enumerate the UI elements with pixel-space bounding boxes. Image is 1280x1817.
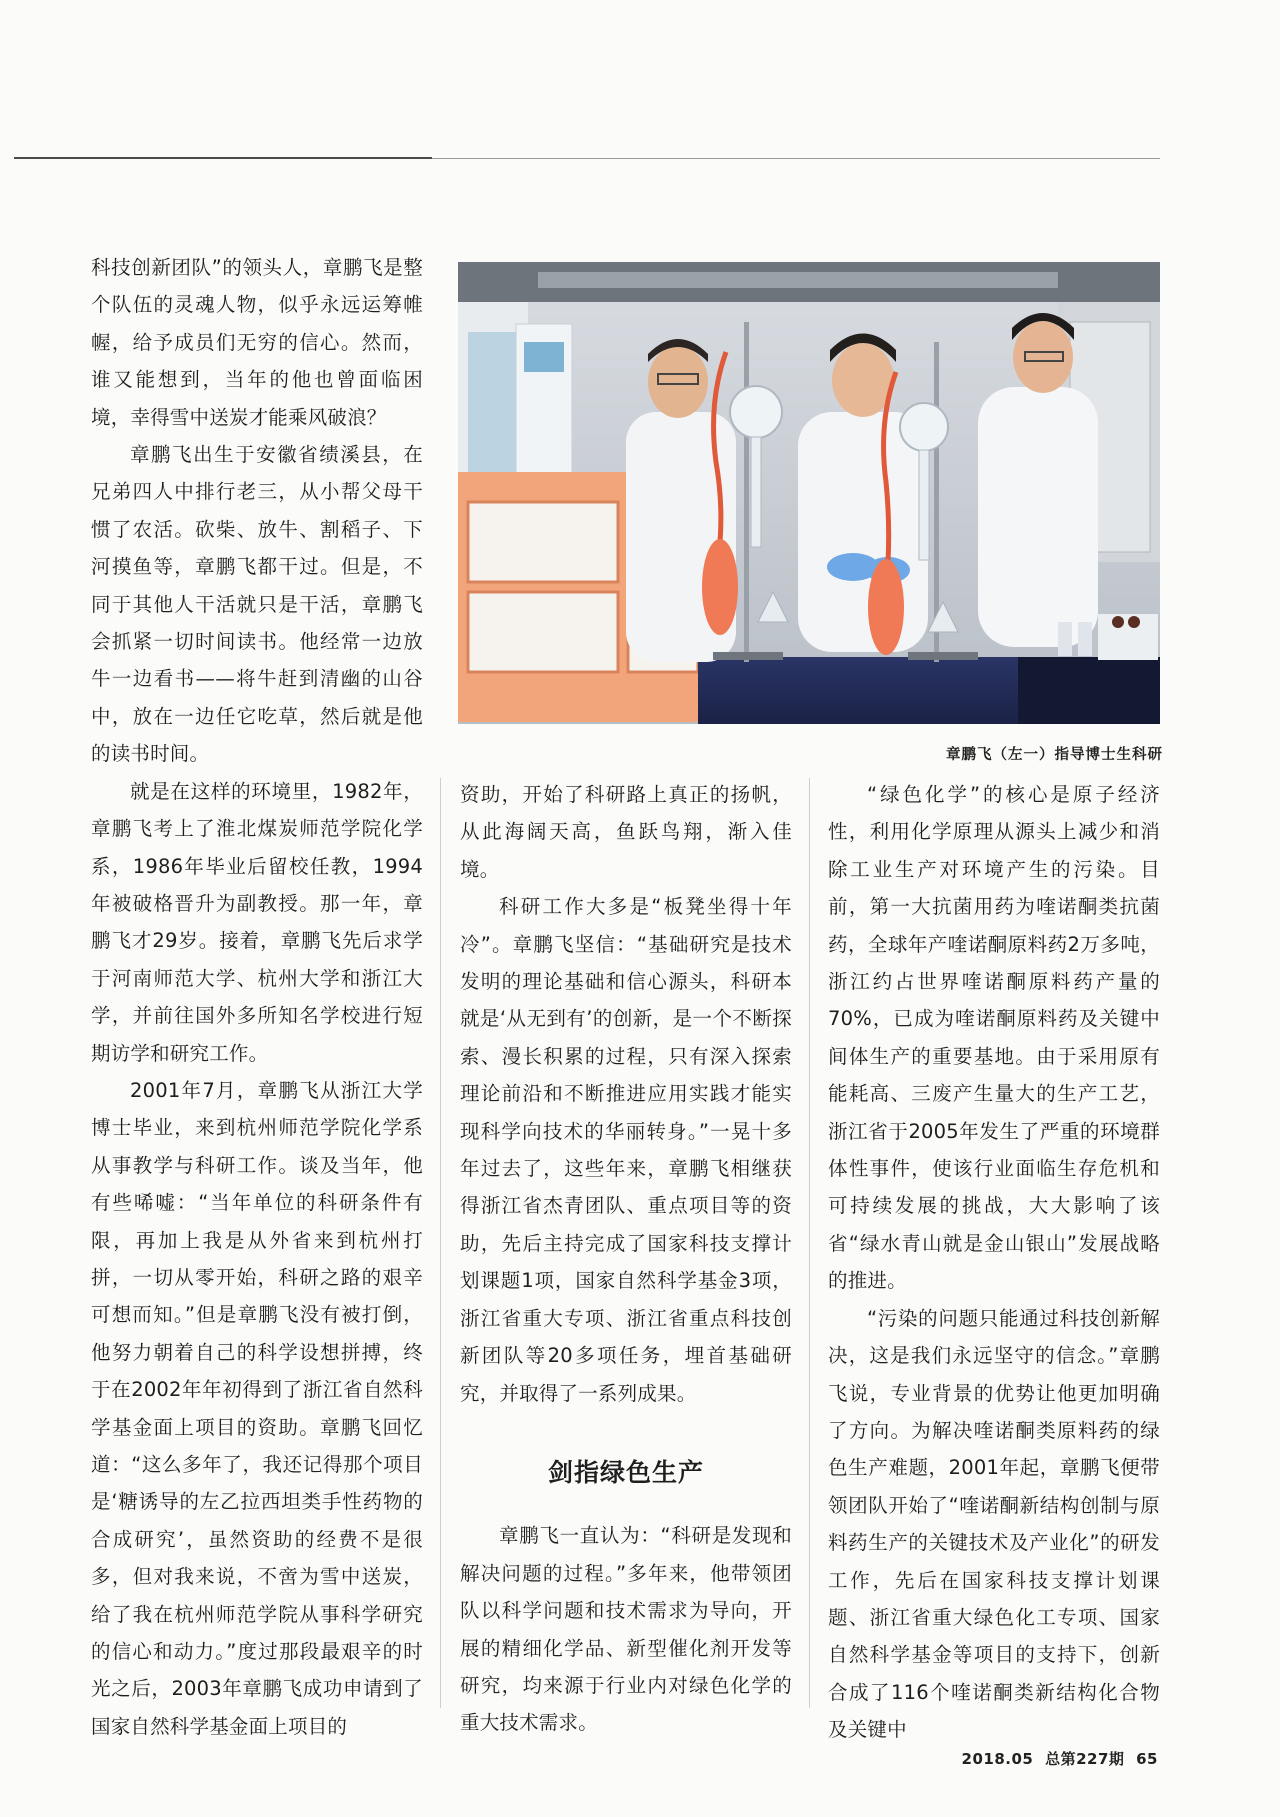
issue-date: 2018.05 <box>961 1750 1034 1768</box>
text-column-3 <box>828 776 1160 1749</box>
text-column-1 <box>91 249 423 1745</box>
paragraph: “绿色化学”的核心是原子经济性，利用化学原理从源头上减少和消除工业生产对环境产生的污染。目前，第一大抗菌用药为喹诺酮类抗菌药，全球年产喹诺酮原料药2万多吨，浙江约占世界喹诺酮原料药产量的70%，已成为喹诺酮原料药及关键中间体生产的重要基地。由于采用原有能耗高、三废产生量大的生产工艺，浙江省于2005年发生了严重的环境群体性事件，使该行业面临生存危机和可持续发展的挑战，大大影响了该省“绿水青山就是金山银山”发展战略的推进。 <box>828 783 1160 1293</box>
paragraph: 资助，开始了科研路上真正的扬帆，从此海阔天高，鱼跃鸟翔，渐入佳境。 <box>460 783 792 881</box>
paragraph: “污染的问题只能通过科技创新解决，这是我们永远坚守的信念。”章鹏飞说，专业背景的优势让他更加明确了方向。为解决喹诺酮类原料药的绿色生产难题，2001年起，章鹏飞便带领团队开始了“喹诺酮新结构创制与原料药生产的关键技术及产业化”的研发工作，先后在国家科技支撑计划课题、浙江省重大绿色化工专项、国家自然科学基金等项目的支持下，创新合成了116个喹诺酮类新结构化合物及关键中 <box>828 1306 1160 1742</box>
page-number: 65 <box>1136 1750 1158 1768</box>
paragraph: 2001年7月，章鹏飞从浙江大学博士毕业，来到杭州师范学院化学系从事教学与科研工作。谈及当年，他有些唏嘘：“当年单位的科研条件有限，再加上我是从外省来到杭州打拼，一切从零开始，科研之路的艰辛可想而知。”但是章鹏飞没有被打倒，他努力朝着自己的科学设想拼搏，终于在2002年年初得到了浙江省自然科学基金面上项目的资助。章鹏飞回忆道：“这么多年了，我还记得那个项目是‘糖诱导的左乙拉西坦类手性药物的合成研究’，虽然资助的经费不是很多，但对我来说，不啻为雪中送炭，给了我在杭州师范学院从事科学研究的信心和动力。”度过那段最艰辛的时光之后，2003年章鹏飞成功申请到了国家自然科学基金面上项目的 <box>91 1078 423 1738</box>
issue-total: 总第227期 <box>1045 1750 1125 1768</box>
column-divider <box>809 778 810 1708</box>
page-footer <box>956 1748 1158 1769</box>
paragraph: 科研工作大多是“板凳坐得十年冷”。章鹏飞坚信：“基础研究是技术发明的理论基础和信心源头，科研本就是‘从无到有’的创新，是一个不断探索、漫长积累的过程，只有深入探索理论前沿和不断推进应用实践才能实现科学向技术的华丽转身。”一晃十多年过去了，这些年来，章鹏飞相继获得浙江省杰青团队、重点项目等的资助，先后主持完成了国家科技支撑计划课题1项，国家自然科学基金3项，浙江省重大专项、浙江省重点科技创新团队等20多项任务，埋首基础研究，并取得了一系列成果。 <box>460 895 792 1405</box>
lab-photo <box>458 262 1160 724</box>
column-divider <box>440 778 441 1708</box>
top-rule-thin <box>432 158 1160 159</box>
paragraph: 就是在这样的环境里，1982年，章鹏飞考上了淮北煤炭师范学院化学系，1986年毕业后留校任教，1994年被破格晋升为副教授。那一年，章鹏飞才29岁。接着，章鹏飞先后求学于河南师范大学、杭州大学和浙江大学，并前往国外多所知名学校进行短期访学和研究工作。 <box>91 779 423 1065</box>
photo-caption: 章鹏飞（左一）指导博士生科研 <box>946 747 1163 763</box>
text-column-2 <box>460 776 792 1742</box>
paragraph: 科技创新团队”的领头人，章鹏飞是整个队伍的灵魂人物，似乎永远运筹帷幄，给予成员们无穷的信心。然而，谁又能想到，当年的他也曾面临困境，幸得雪中送炭才能乘风破浪？ <box>91 256 423 429</box>
top-rule <box>14 157 432 159</box>
paragraph: 章鹏飞出生于安徽省绩溪县，在兄弟四人中排行老三，从小帮父母干惯了农活。砍柴、放牛、割稻子、下河摸鱼等，章鹏飞都干过。但是，不同于其他人干活就只是干活，章鹏飞会抓紧一切时间读书。他经常一边放牛一边看书——将牛赶到清幽的山谷中，放在一边任它吃草，然后就是他的读书时间。 <box>91 443 423 766</box>
section-heading: 剑指绿色生产 <box>547 1457 704 1487</box>
paragraph: 章鹏飞一直认为：“科研是发现和解决问题的过程。”多年来，他带领团队以科学问题和技术需求为导向，开展的精细化学品、新型催化剂开发等研究，均来源于行业内对绿色化学的重大技术需求。 <box>460 1524 792 1735</box>
